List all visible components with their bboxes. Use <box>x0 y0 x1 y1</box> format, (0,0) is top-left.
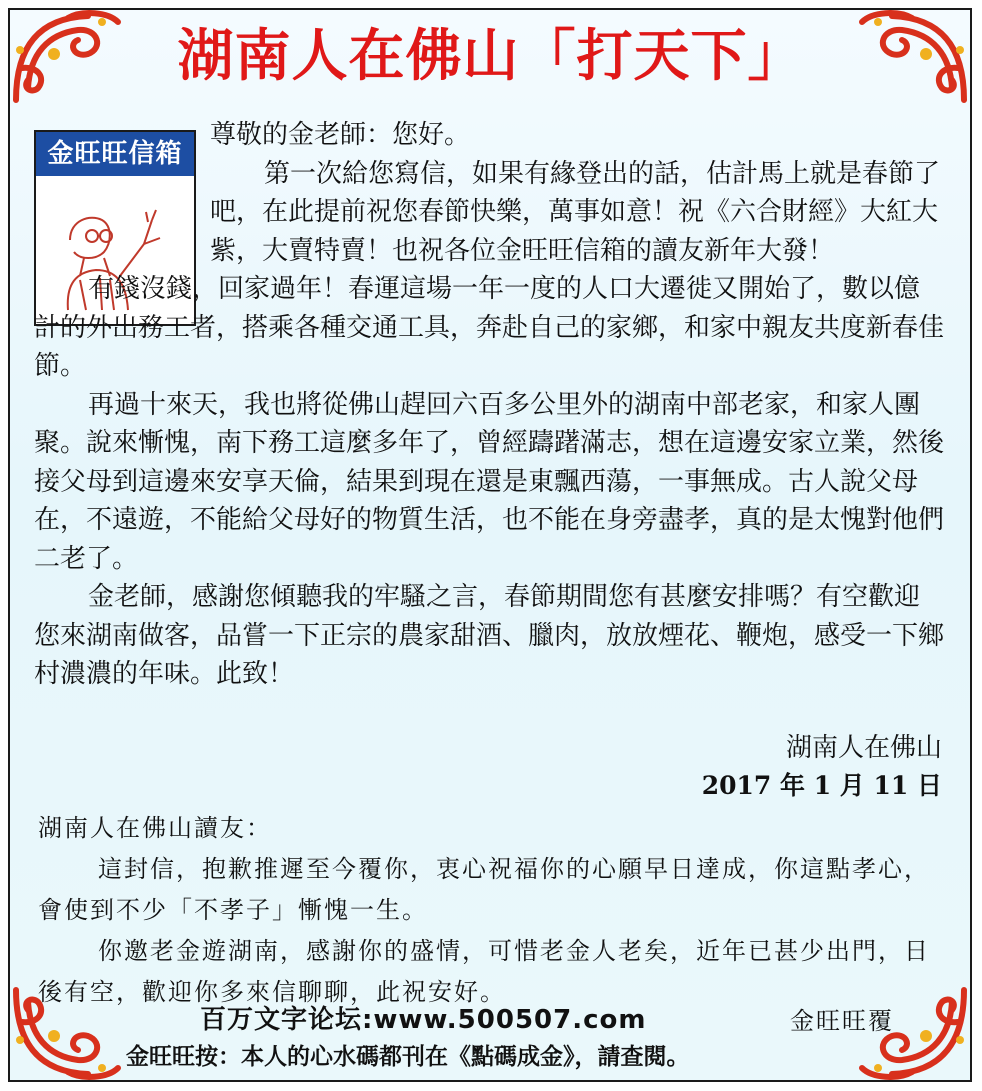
reply-greeting: 湖南人在佛山讀友： <box>38 814 272 842</box>
reply-paragraph: 你邀老金遊湖南，感謝你的盛情，可惜老金人老矣，近年已甚少出門，日後有空，歡迎你多來信聊聊，此祝安好。 <box>38 937 930 1006</box>
letter-signature: 湖南人在佛山 <box>785 733 942 763</box>
letter-paragraph: 再過十來天，我也將從佛山趕回六百多公里外的湖南中部老家，和家人團聚。說來慚愧，南下務工這麼多年了，曾經躊躇滿志，想在這邊安家立業，然後接父母到這邊來安享天倫，結果到現在還是東飄西蕩，一事無成。古人說父母在，不遠遊，不能給父母好的物質生活，也不能在身旁盡孝，真的是太愧對他們二老了。 <box>34 389 945 574</box>
letter-paragraph: 有錢沒錢，回家過年！春運這場一年一度的人口大遷徙又開始了，數以億計的外出務工者，搭乘各種交通工具，奔赴自己的家鄉，和家中親友共度新春佳節。 <box>34 274 945 381</box>
reply-body <box>38 808 944 1013</box>
letter-paragraph: 金老師，感謝您傾聽我的牢騷之言，春節期間您有甚麼安排嗎？有空歡迎您來湖南做客，品嘗一下正宗的農家甜酒、臘肉，放放煙花、鞭炮，感受一下鄉村濃濃的年味。此致！ <box>34 582 945 689</box>
letter-paragraph: 第一次給您寫信，如果有緣登出的話，估計馬上就是春節了吧，在此提前祝您春節快樂，萬事如意！祝《六合財經》大紅大紫，大賣特賣！也祝各位金旺旺信箱的讀友新年大發！ <box>210 158 941 266</box>
reply-signature: 金旺旺覆 <box>790 1007 894 1035</box>
footer-note: 金旺旺按：本人的心水碼都刊在《點碼成金》，請查閱。 <box>126 1044 690 1070</box>
page-title: 湖南人在佛山「打天下」 <box>177 24 805 89</box>
letter-greeting: 尊敬的金老師：您好。 <box>210 120 471 150</box>
letter-date: 2017 年 1 月 11 日 <box>701 771 942 800</box>
forum-watermark: 百万文字论坛:www.500507.com <box>200 1005 647 1035</box>
reply-paragraph: 這封信，抱歉推遲至今覆你，衷心祝福你的心願早日達成，你這點孝心，會使到不少「不孝子」慚愧一生。 <box>38 855 930 924</box>
column-logo-label: 金旺旺信箱 <box>36 132 194 176</box>
letter-body <box>34 116 944 694</box>
